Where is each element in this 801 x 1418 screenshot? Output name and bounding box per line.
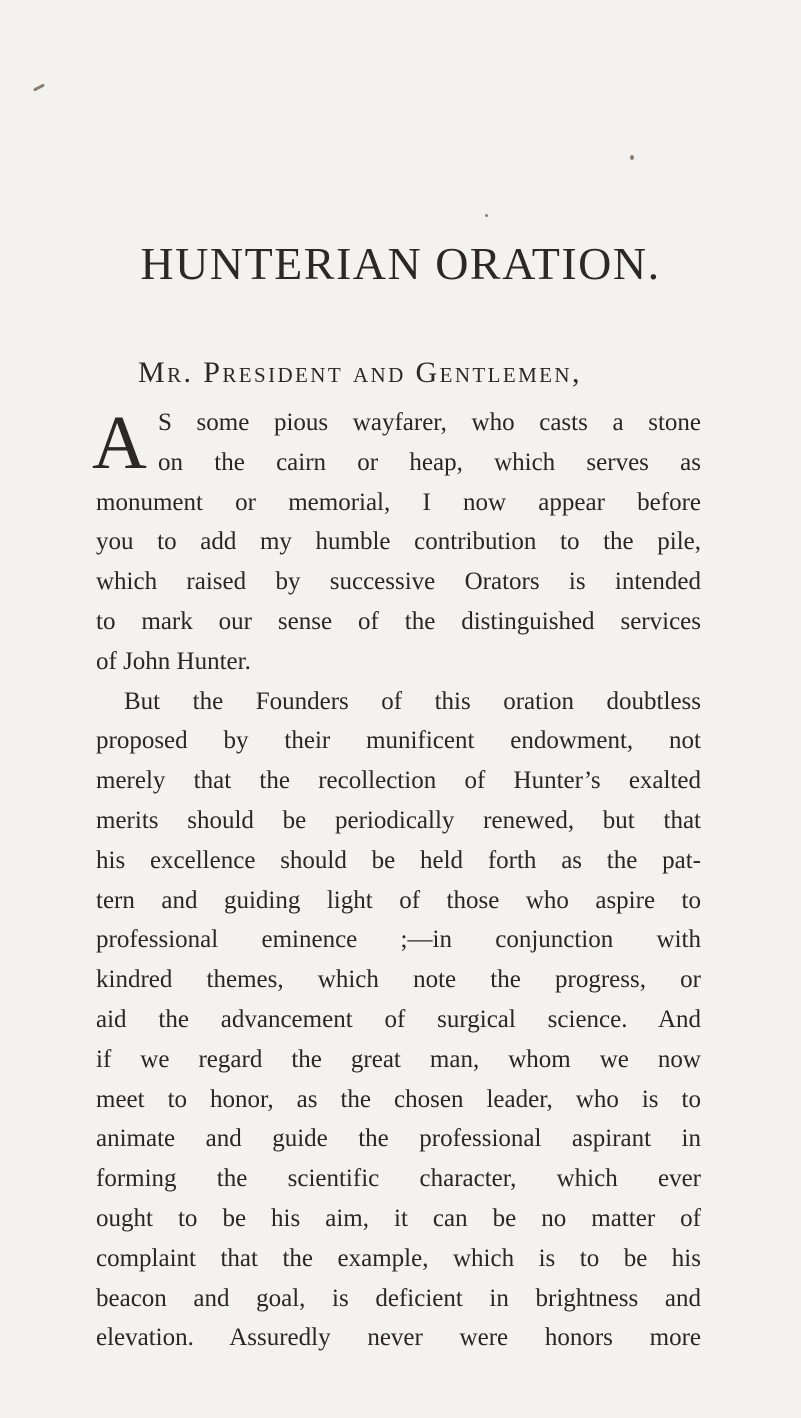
ink-speck [33,83,45,91]
text-line: to mark our sense of the distinguished services [96,607,701,635]
drop-cap: A [92,401,147,485]
text-line: professional eminence ;—in conjunction with [96,926,701,954]
text-line: merely that the recollection of Hunter’s exalted [96,767,701,795]
text-line: ought to be his aim, it can be no matter of [96,1204,701,1232]
text-line: forming the scientific character, which ever [96,1165,701,1193]
text-line: if we regard the great man, whom we now [96,1045,701,1073]
ink-speck [485,214,488,217]
text-line: complaint that the example, which is to be his [96,1244,701,1272]
ink-speck [630,155,634,160]
text-line: aid the advancement of surgical science. And [96,1005,701,1033]
text-line: animate and guide the professional aspirant in [96,1125,701,1153]
page-title: HUNTERIAN ORATION. [140,238,661,289]
text-line: kindred themes, which note the progress, or [96,966,701,994]
text-line: monument or memorial, I now appear before [96,488,701,516]
text-line: elevation. Assuredly never were honors more [96,1324,701,1352]
text-line: on the cairn or heap, which serves as [158,448,701,476]
text-line: meet to honor, as the chosen leader, who is to [96,1085,701,1113]
text-line: his excellence should be held forth as the pat- [96,846,701,874]
text-line: tern and guiding light of those who aspire to [96,886,701,914]
text-line: which raised by successive Orators is intended [96,568,701,596]
text-line: But the Founders of this oration doubtless [124,687,701,715]
text-line: you to add my humble contribution to the pile, [96,528,701,556]
body-text [92,401,701,1358]
text-line: of John Hunter. [96,647,251,675]
text-line: S some pious wayfarer, who casts a stone [158,409,701,436]
text-line: merits should be periodically renewed, but that [96,806,701,834]
text-line: beacon and goal, is deficient in brightness and [96,1284,701,1312]
salutation: Mr. President and Gentlemen, [138,356,582,389]
text-line: proposed by their munificent endowment, not [96,727,701,755]
